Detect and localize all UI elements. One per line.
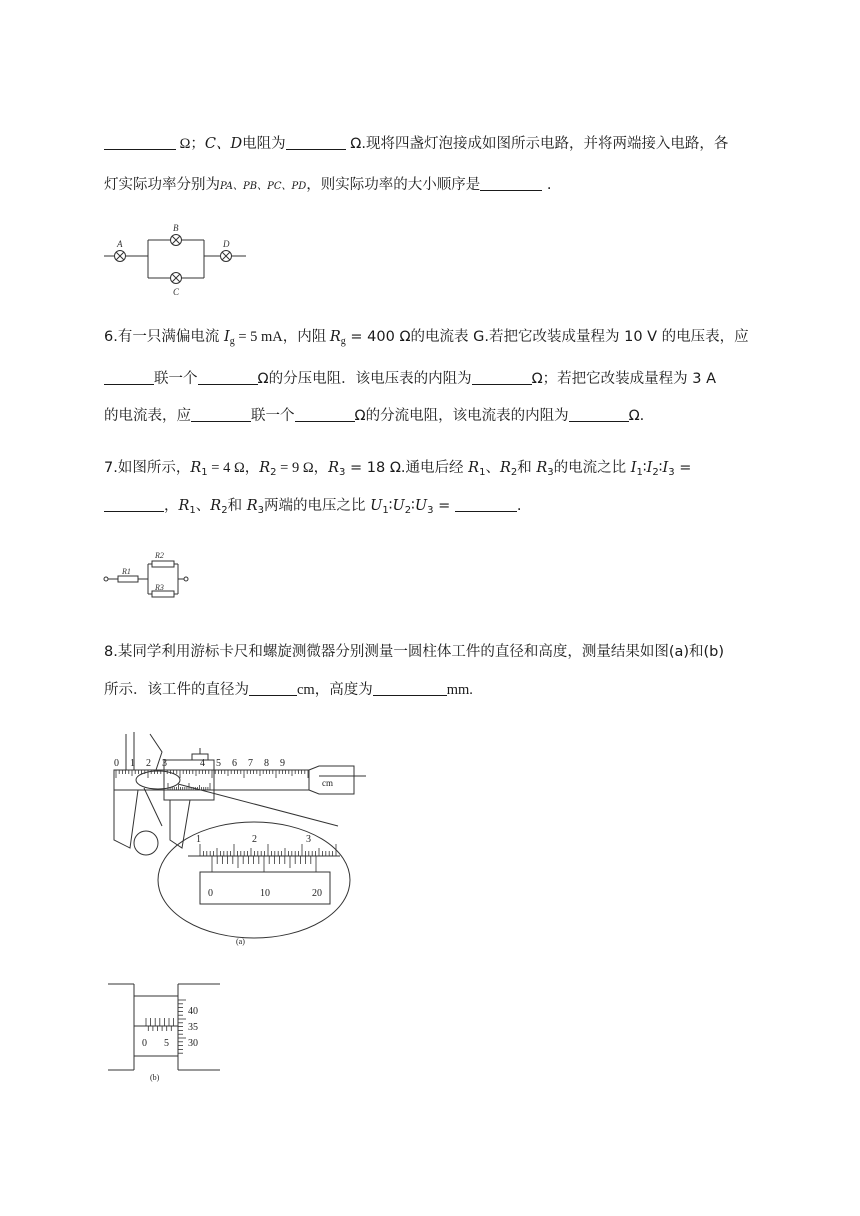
answer-blank[interactable] [480,175,542,191]
q5-line2: 灯实际功率分别为PA、PB、PC、PD，则实际功率的大小顺序是 . [104,177,552,193]
thimble-label: 40 [188,1006,198,1017]
lamp-a-label: A [117,239,123,249]
q6-line3: 的电流表，应 联一个 Ω的分流电阻，该电流表的内阻为 Ω. [104,408,645,424]
main-tick-label: 6 [232,758,237,769]
r2-label: R2 [155,551,164,560]
q8-line1: 8.某同学利用游标卡尺和螺旋测微器分别测量一圆柱体工件的直径和高度，测量结果如图(a)和(b) [104,644,725,660]
sleeve-label: 0 [142,1038,147,1049]
q6-line1: 6.有一只满偏电流 $I_g = 5$ mA，内阻 $R_g = 400$ Ω的电流表 G.若把它改装成量程为 10 V 的电压表，应 [104,329,749,347]
answer-blank[interactable] [104,369,154,385]
answer-blank[interactable] [569,406,629,422]
main-tick-label: 8 [264,758,269,769]
main-tick-label: 2 [146,758,151,769]
answer-blank[interactable] [191,406,251,422]
q5-line1: Ω；C、D电阻为 Ω.现将四盏灯泡接成如图所示电路，并将两端接入电路，各 [104,134,728,154]
zoom-vernier-label: 10 [260,888,270,899]
answer-blank[interactable] [455,496,517,512]
answer-blank[interactable] [104,496,164,512]
r1-label: R1 [122,567,131,576]
answer-blank[interactable] [198,369,258,385]
answer-blank[interactable] [104,134,176,150]
answer-blank[interactable] [295,406,355,422]
lamp-circuit-diagram [100,222,250,298]
q7-line2: ，$R_1$、$R_2$和 $R_3$两端的电压之比 $U_1∶U_2∶U_3$ = . [104,496,521,521]
q7-line1: 7.如图所示，$R_1 = 4$ Ω，$R_2 = 9$ Ω，$R_3 = 18$ Ω.通电后经 $R_1$、$R_2$和 $R_3$的电流之比 $I_1∶I_2∶I_3$ = [104,460,692,478]
main-tick-label: 4 [200,758,205,769]
main-tick-label: 9 [280,758,285,769]
vernier-caliper-figure [104,730,374,952]
unit-label: cm [322,778,333,788]
zoom-main-label: 3 [306,834,311,845]
main-tick-label: 7 [248,758,253,769]
zoom-vernier-label: 20 [312,888,322,899]
main-tick-label: 3 [162,758,167,769]
lamp-d-label: D [223,239,230,249]
q6-line2: 联一个 Ω的分压电阻．该电压表的内阻为 Ω；若把它改装成量程为 3 A [104,369,716,389]
main-tick-label: 0 [114,758,119,769]
lamp-c-label: C [173,287,180,297]
figure-b-caption: (b) [150,1073,160,1082]
lamp-b-label: B [173,223,179,233]
micrometer-figure [104,980,234,1084]
answer-blank[interactable] [472,369,532,385]
main-tick-label: 5 [216,758,221,769]
thimble-label: 35 [188,1022,198,1033]
zoom-vernier-label: 0 [208,888,213,899]
q8-line2: 所示．该工件的直径为 cm，高度为 mm. [104,682,473,698]
figure-a-caption: (a) [236,937,245,946]
zoom-main-label: 1 [196,834,201,845]
answer-blank[interactable] [249,680,297,696]
zoom-main-label: 2 [252,834,257,845]
answer-blank[interactable] [286,134,346,150]
sleeve-label: 5 [164,1038,169,1049]
main-tick-label: 1 [130,758,135,769]
r3-label: R3 [155,583,164,592]
thimble-label: 30 [188,1038,198,1049]
resistor-circuit-diagram [100,546,190,608]
answer-blank[interactable] [373,680,447,696]
